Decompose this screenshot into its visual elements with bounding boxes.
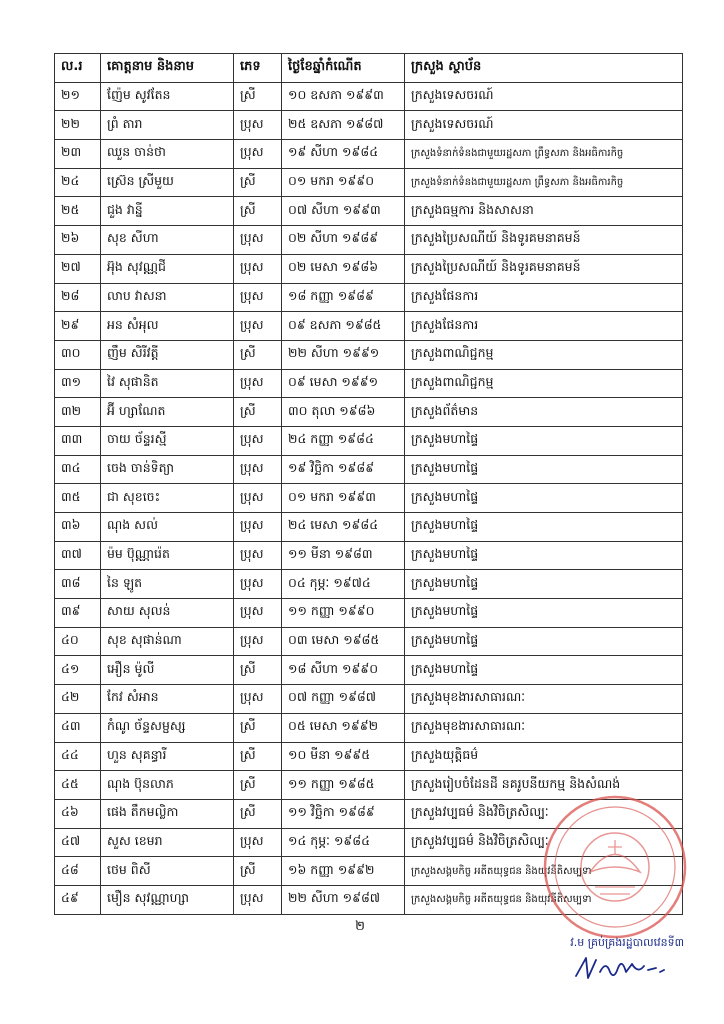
row-name: ចេង ចាន់ទិត្យា <box>101 455 234 484</box>
row-number: ៣២ <box>55 398 101 427</box>
table-row <box>55 254 683 283</box>
row-date-of-birth: ០៤ កុម្ភៈ ១៩៧៤ <box>282 570 405 599</box>
row-name: ស៊្រេន ស្រីមួយ <box>101 168 234 197</box>
row-ministry: ក្រសួងព័ត៌មាន <box>405 398 683 427</box>
row-number: ២៨ <box>55 283 101 312</box>
row-number: ២៧ <box>55 254 101 283</box>
row-number: ៣៧ <box>55 541 101 570</box>
table-row <box>55 570 683 599</box>
row-sex: ប្រុស <box>234 111 282 140</box>
row-date-of-birth: ១១ កញ្ញា ១៩៩០ <box>282 599 405 628</box>
row-sex: ប្រុស <box>234 426 282 455</box>
row-sex: ស្រី <box>234 340 282 369</box>
row-name: ញឹម សិរីវត្តី <box>101 340 234 369</box>
row-date-of-birth: ០១ មករា ១៩៩០ <box>282 168 405 197</box>
row-date-of-birth: ១៦ កញ្ញា ១៩៩២ <box>282 857 405 886</box>
row-date-of-birth: ១០ មីនា ១៩៩៥ <box>282 742 405 771</box>
row-ministry: ក្រសួងមហាផ្ទៃ <box>405 513 683 542</box>
row-sex: ស្រី <box>234 713 282 742</box>
table-body <box>55 82 683 914</box>
row-name: សុខ សុផាន់ណា <box>101 627 234 656</box>
table-row <box>55 541 683 570</box>
row-number: ២៥ <box>55 197 101 226</box>
row-sex: ស្រី <box>234 168 282 197</box>
row-date-of-birth: ១១ មីនា ១៩៨៣ <box>282 541 405 570</box>
row-date-of-birth: ០១ មករា ១៩៩៣ <box>282 484 405 513</box>
row-ministry: ក្រសួងមហាផ្ទៃ <box>405 455 683 484</box>
row-sex: ស្រី <box>234 771 282 800</box>
table-row <box>55 340 683 369</box>
row-ministry: ក្រសួងសង្គមកិច្ច អតីតយុទ្ធជន និងយុវនីតិសម្បទា <box>405 885 683 914</box>
table-row <box>55 168 683 197</box>
row-name: ណុង សល់ <box>101 513 234 542</box>
row-number: ២៩ <box>55 312 101 341</box>
header-name: គោត្តនាម និងនាម <box>101 54 234 83</box>
row-name: អន សំអុល <box>101 312 234 341</box>
header-date-of-birth: ថ្ងៃខែឆ្នាំកំណើត <box>282 54 405 83</box>
row-number: ៤៩ <box>55 885 101 914</box>
row-sex: ប្រុស <box>234 484 282 513</box>
row-number: ៣៣ <box>55 426 101 455</box>
row-date-of-birth: ១៩ សីហា ១៩៨៤ <box>282 140 405 169</box>
row-date-of-birth: ០២ មេសា ១៩៨៦ <box>282 254 405 283</box>
row-date-of-birth: ២៤ មេសា ១៩៨៤ <box>282 513 405 542</box>
table-row <box>55 312 683 341</box>
row-number: ៤៤ <box>55 742 101 771</box>
row-sex: ប្រុស <box>234 570 282 599</box>
row-sex: ប្រុស <box>234 828 282 857</box>
row-date-of-birth: ១១ កញ្ញា ១៩៨៥ <box>282 771 405 800</box>
row-sex: ស្រី <box>234 398 282 427</box>
row-date-of-birth: ០៩ មេសា ១៩៩១ <box>282 369 405 398</box>
page-number: ២ <box>355 919 365 934</box>
row-number: ៣០ <box>55 340 101 369</box>
row-ministry: ក្រសួងរៀបចំដែនដី នគរូបនីយកម្ម និងសំណង់ <box>405 771 683 800</box>
row-name: ជួង វាន្នី <box>101 197 234 226</box>
row-ministry: ក្រសួងផែនការ <box>405 283 683 312</box>
table-row <box>55 369 683 398</box>
row-ministry: ក្រសួងទំនាក់ទំនងជាមួយរដ្ឋសភា ព្រឹទ្ធសភា និងអធិការកិច្ច <box>405 140 683 169</box>
table-row <box>55 742 683 771</box>
table-row <box>55 656 683 685</box>
table-row <box>55 599 683 628</box>
row-date-of-birth: ២២ សីហា ១៩៩១ <box>282 340 405 369</box>
row-name: ម៉ម ប៊ុណ្ណារ៉េត <box>101 541 234 570</box>
row-number: ៤០ <box>55 627 101 656</box>
row-number: ៣៦ <box>55 513 101 542</box>
row-date-of-birth: ០៩ ឧសភា ១៩៨៥ <box>282 312 405 341</box>
row-sex: ប្រុស <box>234 885 282 914</box>
row-name: នៃ ឡូត <box>101 570 234 599</box>
row-ministry: ក្រសួងមហាផ្ទៃ <box>405 599 683 628</box>
row-sex: ស្រី <box>234 857 282 886</box>
table-row <box>55 111 683 140</box>
table-row <box>55 713 683 742</box>
row-date-of-birth: ១៤ កុម្ភៈ ១៩៨៤ <box>282 828 405 857</box>
row-number: ៣១ <box>55 369 101 398</box>
row-date-of-birth: ១១ វិច្ឆិកា ១៩៨៩ <box>282 799 405 828</box>
signature-caption: វ.ម ​គ្រប់គ្រងរដ្ឋបាលវេនទី៣ <box>570 936 684 949</box>
row-sex: ស្រី <box>234 742 282 771</box>
row-ministry: ក្រសួងទេសចរណ៍ <box>405 111 683 140</box>
row-sex: ប្រុស <box>234 685 282 714</box>
row-number: ៤៥ <box>55 771 101 800</box>
table-row <box>55 283 683 312</box>
row-ministry: ក្រសួងពាណិជ្ជកម្ម <box>405 369 683 398</box>
row-sex: ស្រី <box>234 197 282 226</box>
table-row <box>55 513 683 542</box>
row-number: ៤៣ <box>55 713 101 742</box>
table-row <box>55 627 683 656</box>
row-name: លាប វាសនា <box>101 283 234 312</box>
row-ministry: ក្រសួងផែនការ <box>405 312 683 341</box>
row-sex: ប្រុស <box>234 140 282 169</box>
row-ministry: ក្រសួងសង្គមកិច្ច អតីតយុទ្ធជន និងយុវនីតិសម្បទា <box>405 857 683 886</box>
row-ministry: ក្រសួងវប្បធម៌ និងវិចិត្រសិល្បៈ <box>405 828 683 857</box>
row-number: ២១ <box>55 82 101 111</box>
row-name: កំណូ ច័ន្ទសម្ផស្ស <box>101 713 234 742</box>
row-name: ឈួន ចាន់ថា <box>101 140 234 169</box>
row-ministry: ក្រសួងទំនាក់ទំនងជាមួយរដ្ឋសភា ព្រឹទ្ធសភា និងអធិការកិច្ច <box>405 168 683 197</box>
row-name: ព្រំ តារា <box>101 111 234 140</box>
row-date-of-birth: ១៨ សីហា ១៩៩០ <box>282 656 405 685</box>
row-ministry: ក្រសួងមុខងារសាធារណៈ <box>405 713 683 742</box>
row-date-of-birth: ២៥ ឧសភា ១៩៨៧ <box>282 111 405 140</box>
row-ministry: ក្រសួងមហាផ្ទៃ <box>405 484 683 513</box>
row-ministry: ក្រសួងមហាផ្ទៃ <box>405 656 683 685</box>
row-sex: ប្រុស <box>234 312 282 341</box>
row-name: កែវ សំអាន <box>101 685 234 714</box>
table-row <box>55 226 683 255</box>
row-ministry: ក្រសួងវប្បធម៌ និងវិចិត្រសិល្បៈ <box>405 799 683 828</box>
row-name: ផេង តឹកមល្លិកា <box>101 799 234 828</box>
row-ministry: ក្រសួងមុខងារសាធារណៈ <box>405 685 683 714</box>
row-number: ៤៦ <box>55 799 101 828</box>
row-number: ២៣ <box>55 140 101 169</box>
row-sex: ស្រី <box>234 799 282 828</box>
table-row <box>55 398 683 427</box>
row-ministry: ក្រសួងយុត្តិធម៌ <box>405 742 683 771</box>
row-sex: ប្រុស <box>234 226 282 255</box>
handwritten-signature <box>572 950 672 986</box>
row-number: ២៤ <box>55 168 101 197</box>
row-ministry: ក្រសួងមហាផ្ទៃ <box>405 541 683 570</box>
row-date-of-birth: ២២ សីហា ១៩៨៧ <box>282 885 405 914</box>
official-seal-stamp <box>540 792 690 942</box>
header-number: ល.រ <box>55 54 101 83</box>
row-date-of-birth: ០៧ កញ្ញា ១៩៨៧ <box>282 685 405 714</box>
row-number: ៤៧ <box>55 828 101 857</box>
row-ministry: ក្រសួងពាណិជ្ជកម្ម <box>405 340 683 369</box>
table-row <box>55 426 683 455</box>
row-sex: ប្រុស <box>234 541 282 570</box>
personnel-table <box>54 53 683 915</box>
row-number: ២៦ <box>55 226 101 255</box>
row-name: អ៊ុង សុវណ្ណជី <box>101 254 234 283</box>
table-row <box>55 197 683 226</box>
row-number: ៤២ <box>55 685 101 714</box>
row-number: ៣៩ <box>55 599 101 628</box>
row-name: មឿន សុវណ្ណាហ្សា <box>101 885 234 914</box>
table-row <box>55 455 683 484</box>
table-row <box>55 484 683 513</box>
row-ministry: ក្រសួងមហាផ្ទៃ <box>405 570 683 599</box>
table-header-row <box>55 54 683 83</box>
row-date-of-birth: ១៨ កញ្ញា ១៩៨៩ <box>282 283 405 312</box>
row-date-of-birth: ២៤ កញ្ញា ១៩៨៤ <box>282 426 405 455</box>
row-ministry: ក្រសួងធម្មការ និងសាសនា <box>405 197 683 226</box>
row-name: សុខ សីហា <box>101 226 234 255</box>
row-ministry: ក្រសួងមហាផ្ទៃ <box>405 426 683 455</box>
row-name: ចាយ ច័ន្ទរស្មី <box>101 426 234 455</box>
row-number: ២២ <box>55 111 101 140</box>
row-sex: ប្រុស <box>234 627 282 656</box>
row-date-of-birth: ១៩ វិច្ឆិកា ១៩៨៩ <box>282 455 405 484</box>
row-sex: ប្រុស <box>234 254 282 283</box>
row-sex: ប្រុស <box>234 369 282 398</box>
row-date-of-birth: ០៣ មេសា ១៩៨៥ <box>282 627 405 656</box>
row-name: អ៊ី ហ្សាណែត <box>101 398 234 427</box>
row-name: អឿន ម៉ូលី <box>101 656 234 685</box>
row-name: សួស ខេមរា <box>101 828 234 857</box>
row-sex: ប្រុស <box>234 283 282 312</box>
row-name: ថេម ពិសី <box>101 857 234 886</box>
row-ministry: ក្រសួងប្រៃសណីយ៍ និងទូរគមនាគមន៍ <box>405 254 683 283</box>
row-date-of-birth: ០៧ សីហា ១៩៩៣ <box>282 197 405 226</box>
row-name: ណុង ប៊ុនលាភ <box>101 771 234 800</box>
row-sex: ស្រី <box>234 656 282 685</box>
row-date-of-birth: ៣០ តុលា ១៩៨៦ <box>282 398 405 427</box>
row-sex: ប្រុស <box>234 599 282 628</box>
row-sex: ប្រុស <box>234 455 282 484</box>
row-number: ៤១ <box>55 656 101 685</box>
row-number: ៤៨ <box>55 857 101 886</box>
row-ministry: ក្រសួងមហាផ្ទៃ <box>405 627 683 656</box>
row-name: ញ៉ែម សូវតែន <box>101 82 234 111</box>
row-date-of-birth: ០៥ មេសា ១៩៩២ <box>282 713 405 742</box>
row-sex: ប្រុស <box>234 513 282 542</box>
row-name: សាយ សុលន់ <box>101 599 234 628</box>
row-ministry: ក្រសួងទេសចរណ៍ <box>405 82 683 111</box>
row-number: ៣៥ <box>55 484 101 513</box>
row-ministry: ក្រសួងប្រៃសណីយ៍ និងទូរគមនាគមន៍ <box>405 226 683 255</box>
row-number: ៣៤ <box>55 455 101 484</box>
row-name: ហួន សុគន្ធារី <box>101 742 234 771</box>
header-ministry: ក្រសួង ស្ថាប័ន <box>405 54 683 83</box>
table-row <box>55 82 683 111</box>
row-date-of-birth: ១០ ឧសភា ១៩៩៣ <box>282 82 405 111</box>
header-sex: ភេទ <box>234 54 282 83</box>
row-number: ៣៨ <box>55 570 101 599</box>
row-name: ជា សុខចេះ <box>101 484 234 513</box>
row-date-of-birth: ០២ សីហា ១៩៨៩ <box>282 226 405 255</box>
row-name: វៃ សុផានិត <box>101 369 234 398</box>
table-row <box>55 140 683 169</box>
row-sex: ស្រី <box>234 82 282 111</box>
table-row <box>55 685 683 714</box>
